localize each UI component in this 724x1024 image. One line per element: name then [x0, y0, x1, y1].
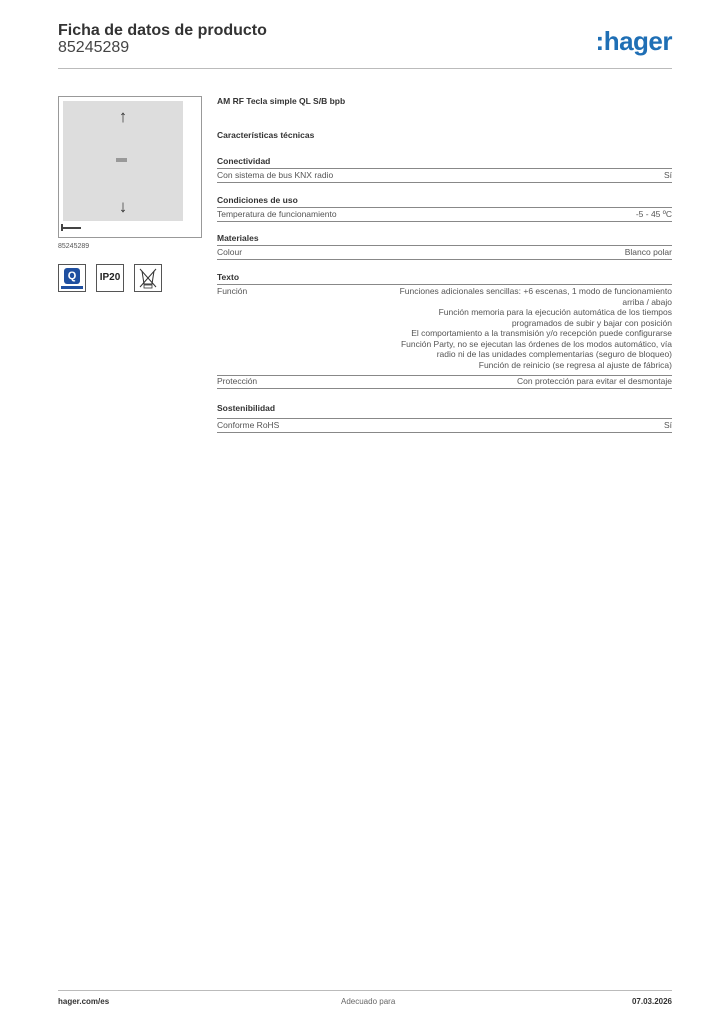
spec-key: Protección — [217, 376, 258, 386]
value-line: radio ni de las unidades complementarias (seguro de bloqueo) — [436, 349, 672, 359]
spec-value: Con protección para evitar el desmontaje — [517, 376, 672, 386]
spec-value: Sí — [663, 420, 672, 430]
spec-value: Sí — [663, 170, 672, 180]
spec-key: Colour — [217, 247, 243, 257]
value-line: arriba / abajo — [622, 296, 672, 307]
section-sostenibilidad-title: Sostenibilidad — [217, 403, 276, 413]
spec-row — [217, 245, 672, 260]
spec-key: Conforme RoHS — [217, 420, 280, 430]
value-line: programados de subir y bajar con posición — [511, 317, 672, 328]
spec-key: Temperatura de funcionamiento — [217, 209, 337, 219]
header-divider — [58, 68, 672, 69]
header-title: Ficha de datos de producto — [58, 22, 267, 39]
footer-date: 07.03.2026 — [631, 997, 672, 1006]
section-texto-title: Texto — [217, 272, 240, 282]
product-code: 85245289 — [58, 243, 90, 250]
product-name: AM RF Tecla simple QL S/B bpb — [217, 96, 346, 106]
arrow-down-icon: ↓ — [118, 197, 128, 216]
arrow-up-icon: ↑ — [118, 107, 128, 126]
spec-row — [217, 375, 672, 389]
spec-row — [217, 418, 672, 433]
section-conectividad-title: Conectividad — [217, 156, 271, 166]
q-quality-icon: Q — [64, 268, 80, 284]
characteristics-title: Características técnicas — [217, 130, 315, 140]
product-image — [63, 101, 183, 221]
disposal-bin-icon — [134, 264, 162, 292]
value-line: Función memoria para la ejecución automática de los tiempos — [438, 307, 672, 317]
spec-row — [217, 284, 672, 376]
quality-label — [61, 286, 83, 289]
ip-badge: IP20 — [96, 264, 124, 292]
header-product-number: 85245289 — [58, 39, 130, 56]
value-line: Funciones adicionales sencillas: +6 escenas, 1 modo de funcionamiento — [399, 286, 672, 296]
spec-value-lines — [400, 286, 672, 370]
hager-logo[interactable]: :hager — [595, 26, 672, 56]
section-condiciones-title: Condiciones de uso — [217, 195, 298, 205]
spec-value: -5 - 45 ºC — [635, 209, 672, 219]
center-dash — [116, 158, 127, 162]
spec-key: Con sistema de bus KNX radio — [217, 170, 334, 180]
spec-key: Función — [217, 286, 248, 296]
spec-row — [217, 168, 672, 183]
quality-badge-icon — [58, 264, 86, 292]
value-line: El comportamiento a la transmisión y/o recepción puede configurarse — [411, 328, 672, 338]
footer-divider — [58, 990, 672, 991]
footer-website-link[interactable]: hager.com/es — [58, 997, 110, 1006]
footer-suitable-for: Adecuado para — [341, 997, 396, 1006]
value-line: Función Party, no se ejecutan las órdenes de los modos automático, vía — [400, 338, 672, 349]
value-line: Función de reinicio (se regresa al ajuste de fábrica) — [478, 359, 672, 370]
section-materiales-title: Materiales — [217, 233, 259, 243]
product-image-box — [58, 96, 202, 238]
spec-row — [217, 207, 672, 222]
scale-icon — [61, 227, 81, 229]
spec-value: Blanco polar — [624, 247, 672, 257]
